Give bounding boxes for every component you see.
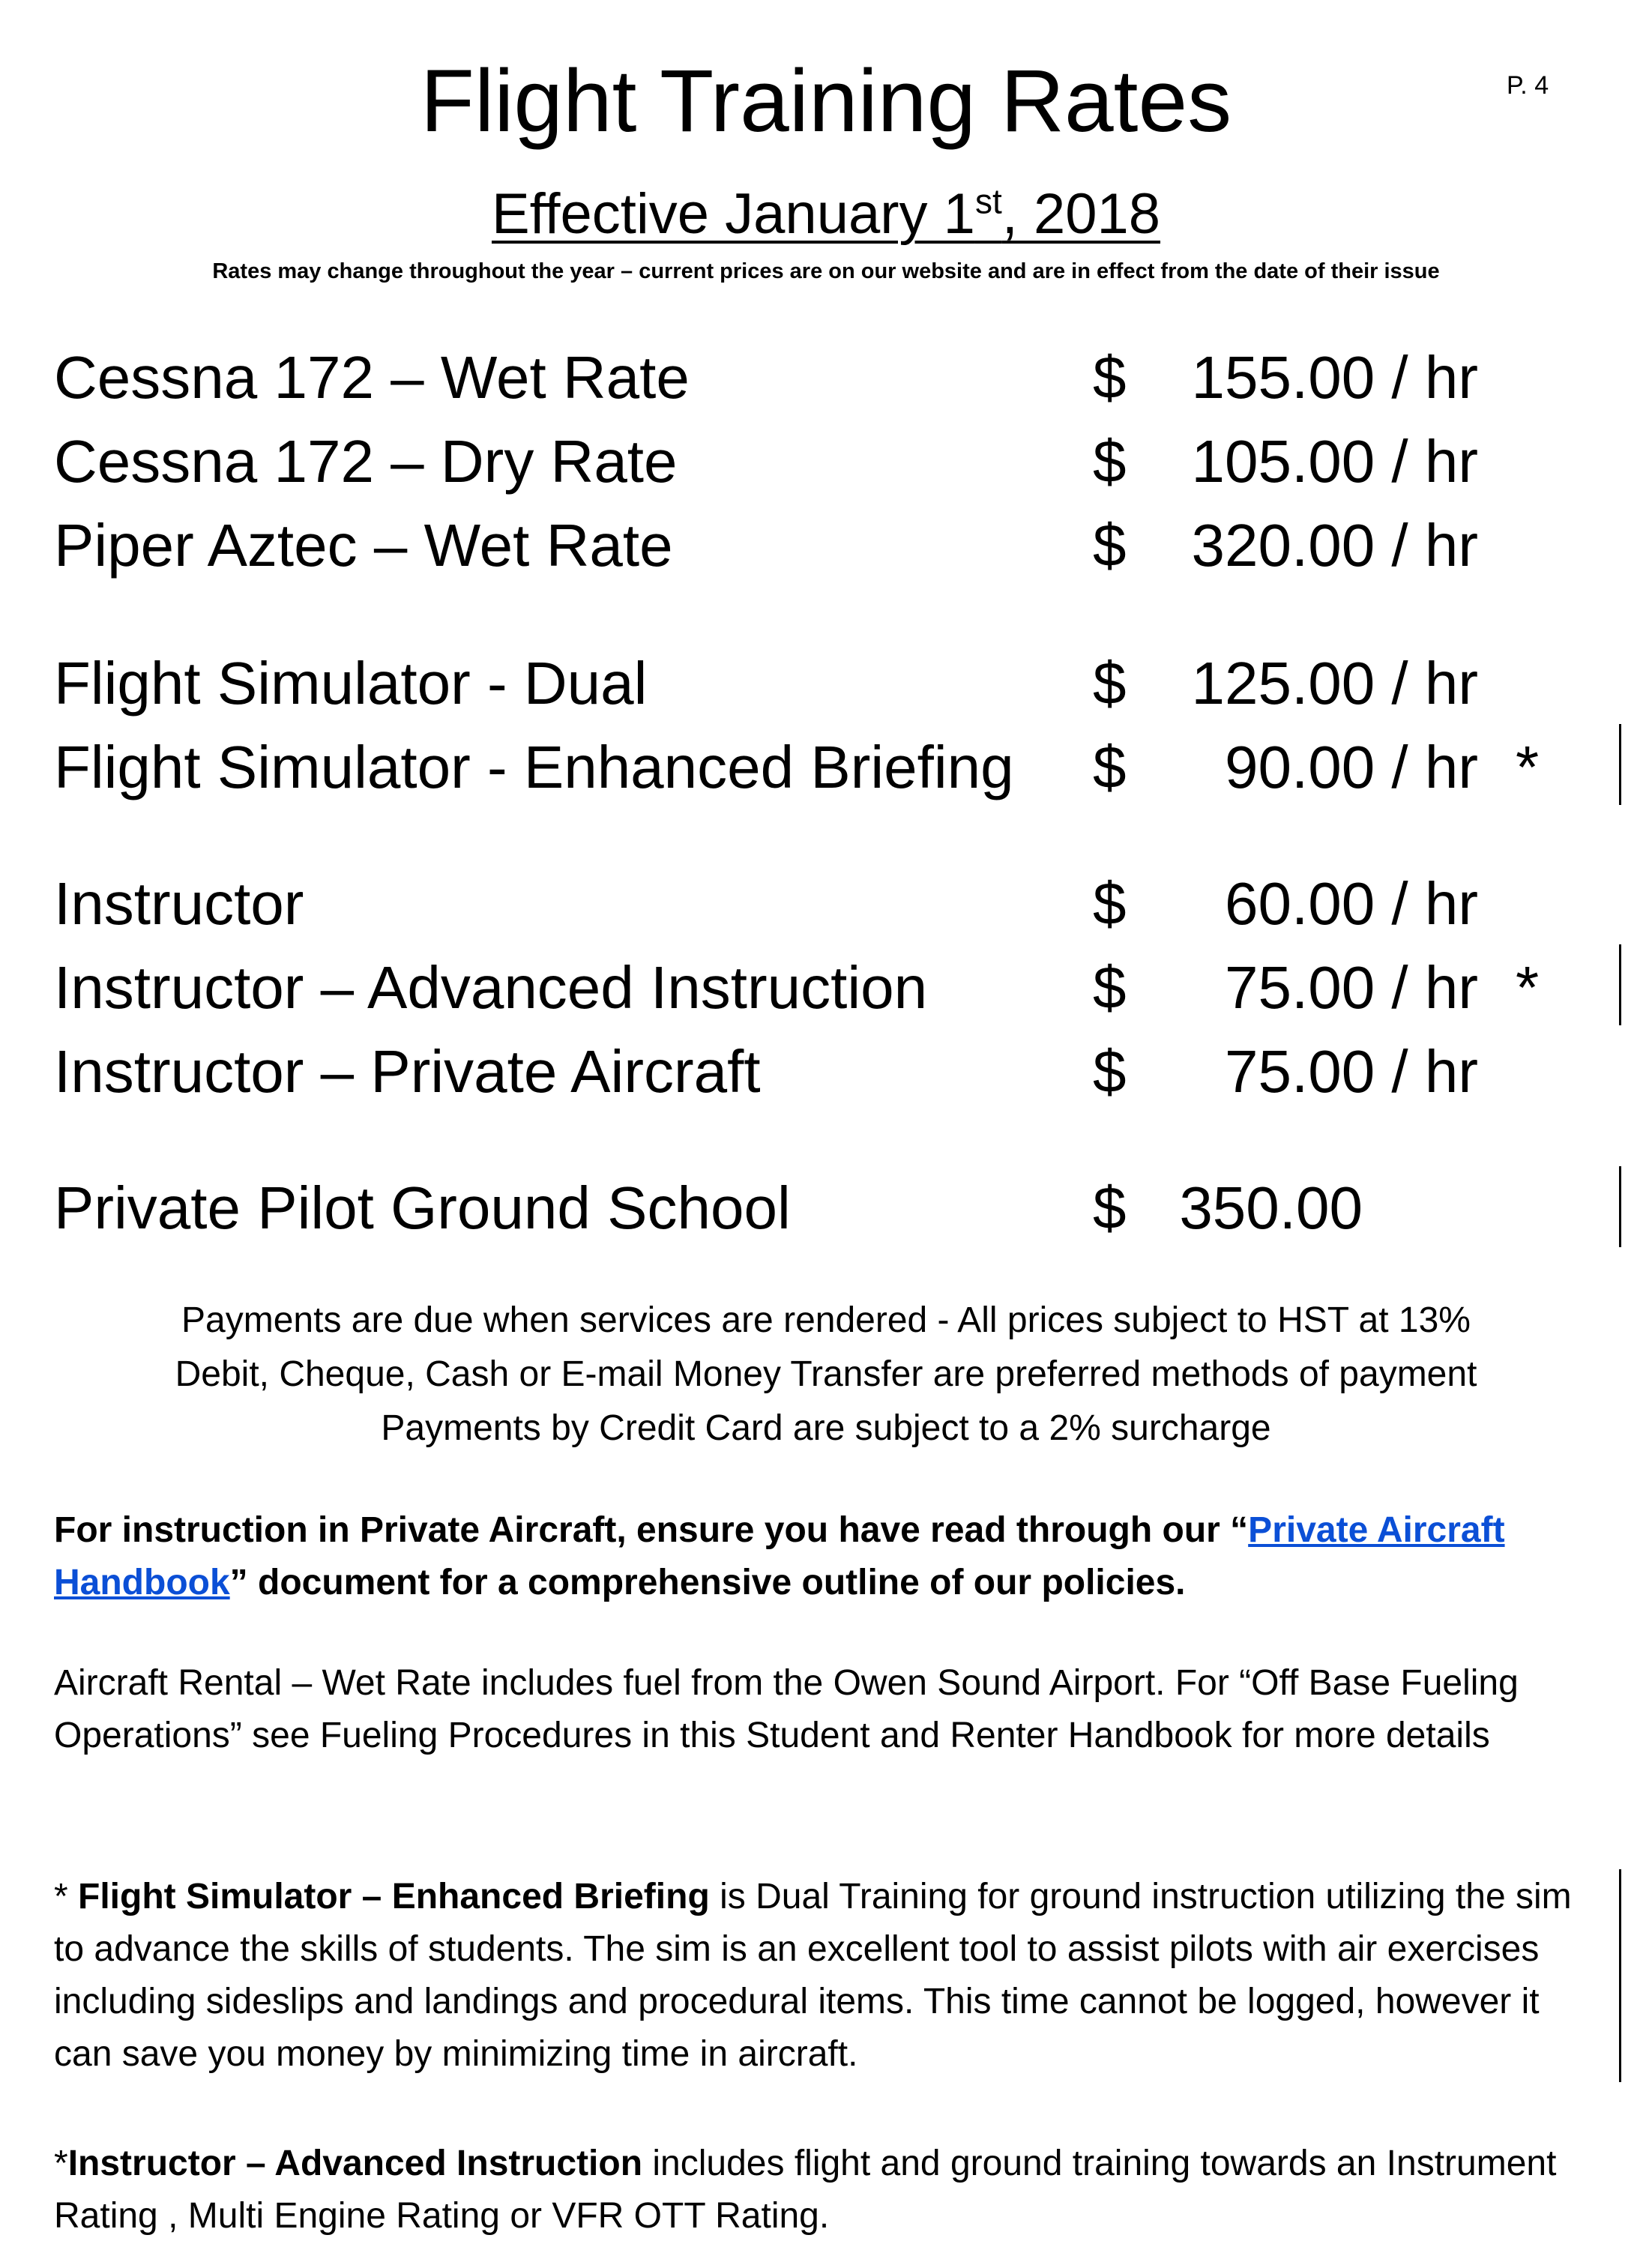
rate-name: Private Pilot Ground School xyxy=(54,1174,791,1241)
rate-amount: 105.00 / hr xyxy=(1191,428,1478,495)
rate-name: Instructor – Advanced Instruction xyxy=(54,954,928,1021)
rate-currency: $ xyxy=(1093,954,1127,1021)
private-note-text: ” document for a comprehensive outline of our policies. xyxy=(229,1563,1186,1602)
rate-currency: $ xyxy=(1093,428,1127,495)
page-number: P. 4 xyxy=(1507,71,1549,100)
rate-amount: 320.00 / hr xyxy=(1191,512,1478,579)
rate-name: Cessna 172 – Wet Rate xyxy=(54,344,690,411)
rate-row xyxy=(0,642,1652,726)
rate-name: Cessna 172 – Dry Rate xyxy=(54,428,678,495)
rate-name: Piper Aztec – Wet Rate xyxy=(54,512,673,579)
rate-currency: $ xyxy=(1093,870,1127,937)
rate-row xyxy=(0,862,1652,946)
simulator-note xyxy=(54,1871,1598,2081)
page-title: Flight Training Rates xyxy=(420,52,1232,151)
rate-name: Instructor xyxy=(54,870,304,937)
rate-row xyxy=(0,420,1652,504)
payment-terms xyxy=(0,1294,1652,1456)
effective-year: , 2018 xyxy=(1001,182,1161,246)
rate-amount: 350.00 xyxy=(1179,1174,1363,1241)
effective-prefix: Effective January 1 xyxy=(491,182,975,246)
payment-line: Payments by Credit Card are subject to a 2% surcharge xyxy=(381,1408,1271,1448)
rate-currency: $ xyxy=(1093,1174,1127,1241)
rate-amount: 75.00 / hr xyxy=(1224,954,1478,1021)
private-aircraft-handbook-link[interactable]: Private Aircraft Handbook xyxy=(54,1510,1505,1602)
rate-currency: $ xyxy=(1093,344,1127,411)
rental-note: Aircraft Rental – Wet Rate includes fuel from the Owen Sound Airport. For “Off Base Fueling Operations” see Fueling Procedures in this Student and Renter Handbook for more details xyxy=(54,1663,1519,1755)
rate-row xyxy=(0,1166,1652,1250)
rate-row xyxy=(0,1030,1652,1114)
rate-currency: $ xyxy=(1093,734,1127,800)
change-bar xyxy=(1619,1869,1621,2082)
rate-amount: 125.00 / hr xyxy=(1191,650,1478,717)
asterisk-marker: * xyxy=(1516,734,1540,800)
note-asterisk: * xyxy=(54,2144,68,2183)
effective-suffix: st xyxy=(974,181,1002,221)
simulator-note-text: is Dual Training for ground instruction utilizing the sim to advance the skills of students. The sim is an excellent tool to assist pilots with air exercises including sideslips and landings and procedural items. This time cannot be logged, however it can save you money by minimizing time in aircraft. xyxy=(54,1877,1572,2074)
payment-line: Debit, Cheque, Cash or E-mail Money Transfer are preferred methods of payment xyxy=(175,1354,1477,1394)
advanced-note-text: includes flight and ground training towards an Instrument Rating , Multi Engine Rating or VFR OTT Rating. xyxy=(54,2144,1557,2236)
rate-amount: 60.00 / hr xyxy=(1224,870,1478,937)
rate-row xyxy=(0,336,1652,420)
effective-date xyxy=(0,178,1652,250)
private-aircraft-note xyxy=(54,1504,1598,1609)
asterisk-marker: * xyxy=(1516,954,1540,1021)
rate-name: Instructor – Private Aircraft xyxy=(54,1038,761,1105)
rate-currency: $ xyxy=(1093,650,1127,717)
rate-name: Flight Simulator - Enhanced Briefing xyxy=(54,734,1014,800)
private-note-text: For instruction in Private Aircraft, ensure you have read through our “ xyxy=(54,1510,1249,1550)
simulator-note-heading: Flight Simulator – Enhanced Briefing xyxy=(78,1877,710,1916)
rates-disclaimer: Rates may change throughout the year – current prices are on our website and are in effect from the date of their issue xyxy=(212,259,1440,283)
rate-currency: $ xyxy=(1093,1038,1127,1105)
rate-row xyxy=(0,946,1652,1030)
change-bar xyxy=(1619,1166,1621,1247)
rate-currency: $ xyxy=(1093,512,1127,579)
rate-row xyxy=(0,726,1652,809)
payment-line: Payments are due when services are rendered - All prices subject to HST at 13% xyxy=(181,1300,1471,1340)
advanced-instruction-note xyxy=(54,2138,1598,2243)
change-bar xyxy=(1619,724,1621,805)
note-asterisk: * xyxy=(54,1877,79,1916)
rate-amount: 75.00 / hr xyxy=(1224,1038,1478,1105)
advanced-note-heading: Instructor – Advanced Instruction xyxy=(67,2144,643,2183)
change-bar xyxy=(1619,944,1621,1025)
rate-row xyxy=(0,504,1652,588)
rate-amount: 155.00 / hr xyxy=(1191,344,1478,411)
rate-name: Flight Simulator - Dual xyxy=(54,650,648,717)
rate-amount: 90.00 / hr xyxy=(1224,734,1478,800)
